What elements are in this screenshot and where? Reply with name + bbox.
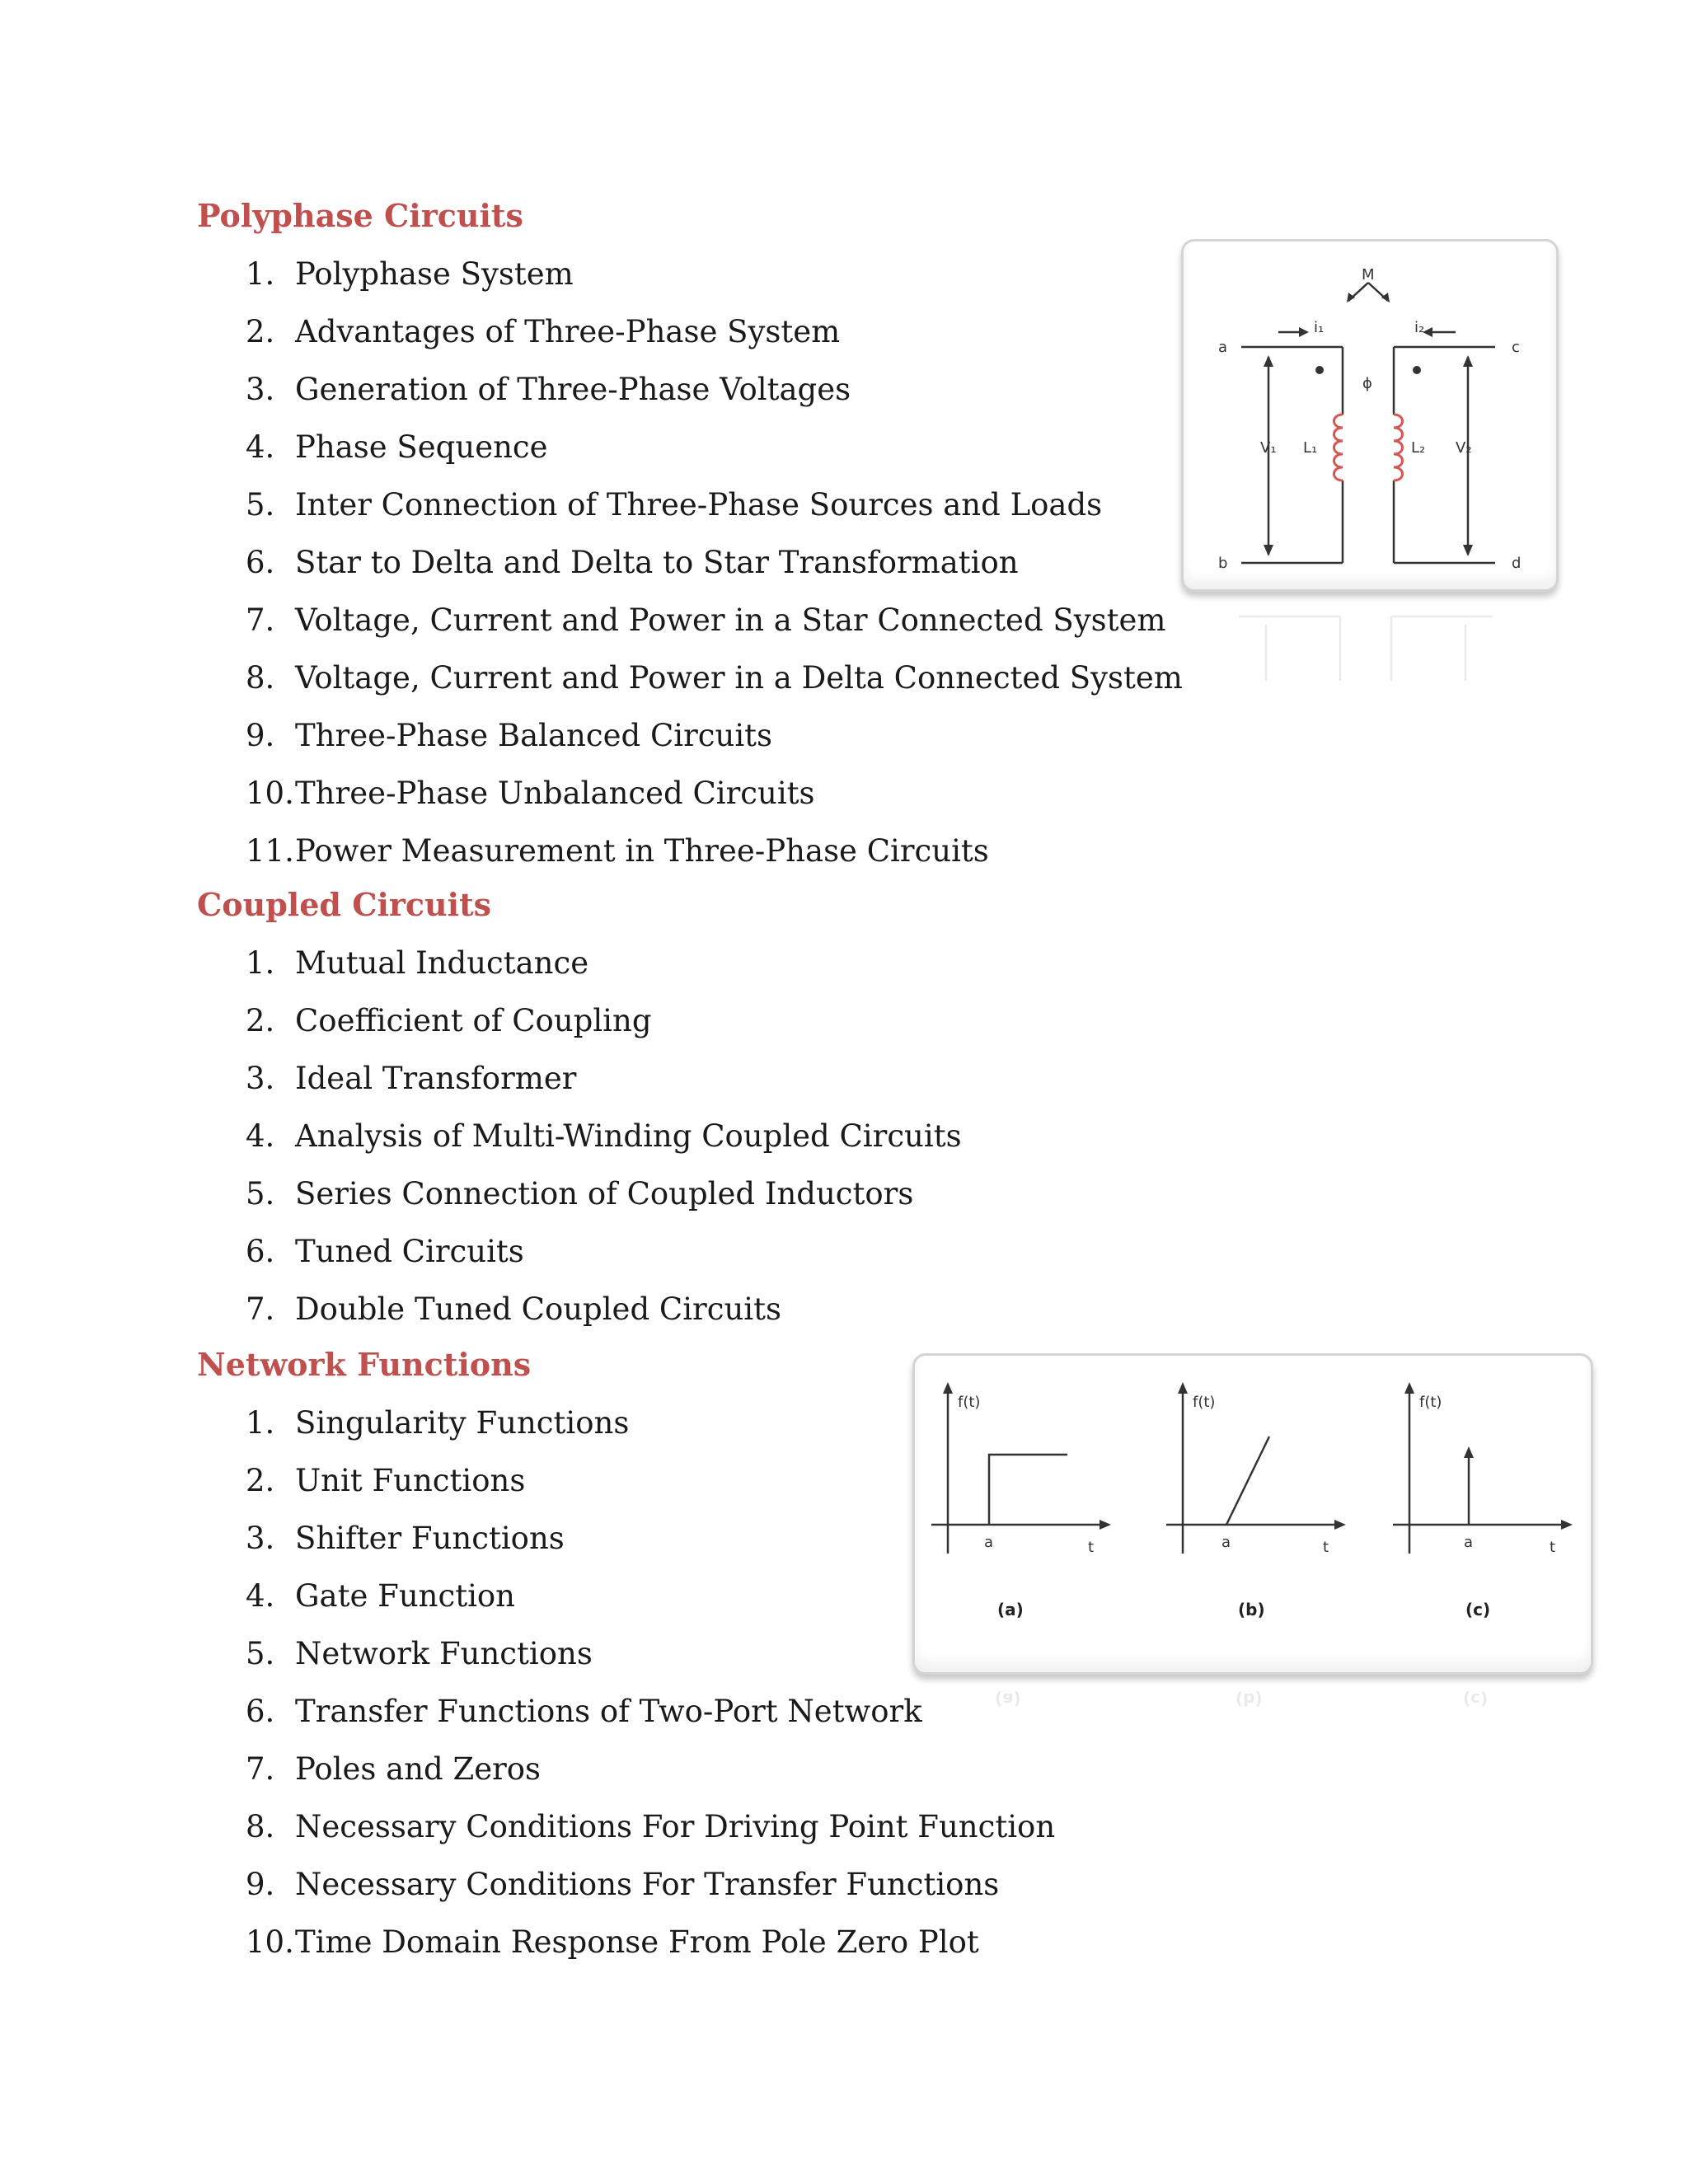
panel-c-tick-t: t bbox=[1550, 1539, 1556, 1556]
inductor-l1-coil bbox=[1334, 415, 1343, 480]
list-item-text: Generation of Three-Phase Voltages bbox=[295, 372, 851, 407]
panel-c-tick-a: a bbox=[1464, 1534, 1474, 1551]
label-flux: ϕ bbox=[1362, 375, 1372, 392]
list-item-text: Polyphase System bbox=[295, 256, 574, 292]
section-heading-polyphase: Polyphase Circuits bbox=[197, 197, 523, 234]
panel-b-tick-a: a bbox=[1221, 1534, 1231, 1551]
list-item-number: 5. bbox=[246, 1636, 275, 1671]
dot-marker-right bbox=[1413, 366, 1421, 374]
list-item-text: Phase Sequence bbox=[295, 429, 548, 465]
panel-c bbox=[1393, 1389, 1566, 1554]
list-item-number: 5. bbox=[246, 1176, 275, 1212]
list-item-text: Necessary Conditions For Transfer Functions bbox=[295, 1867, 1000, 1902]
list-item-text: Singularity Functions bbox=[295, 1405, 630, 1441]
panel-a-tick-t: t bbox=[1088, 1539, 1095, 1556]
label-terminal-b: b bbox=[1218, 555, 1228, 572]
panel-a-ylabel: f(t) bbox=[958, 1394, 981, 1411]
label-terminal-c: c bbox=[1512, 339, 1520, 356]
list-item-number: 3. bbox=[246, 1061, 275, 1096]
list-item-number: 2. bbox=[246, 1003, 275, 1038]
list-item-text: Time Domain Response From Pole Zero Plot bbox=[295, 1924, 979, 1960]
list-item-text: Gate Function bbox=[295, 1578, 516, 1614]
panel-a-caption: (a) bbox=[997, 1600, 1024, 1619]
inductor-l2-coil bbox=[1394, 415, 1403, 480]
list-item-text: Tuned Circuits bbox=[295, 1234, 524, 1269]
list-item-text: Power Measurement in Three-Phase Circuits bbox=[295, 833, 989, 869]
panel-b-tick-t: t bbox=[1323, 1539, 1329, 1556]
label-v1: V₁ bbox=[1260, 439, 1277, 457]
coupled-circuit-diagram bbox=[1184, 241, 1556, 589]
list-item-number: 3. bbox=[246, 372, 275, 407]
singularity-functions-graph bbox=[915, 1356, 1591, 1672]
list-item-number: 3. bbox=[246, 1521, 275, 1556]
list-item-text: Poles and Zeros bbox=[295, 1751, 542, 1787]
list-item-number: 2. bbox=[246, 1463, 275, 1498]
list-item-text: Coefficient of Coupling bbox=[295, 1003, 652, 1038]
label-i2: i₂ bbox=[1414, 319, 1425, 336]
list-item-number: 4. bbox=[246, 429, 275, 465]
svg-text:(b): (b) bbox=[1236, 1690, 1263, 1709]
label-l2: L₂ bbox=[1411, 439, 1426, 457]
reflection-graphic bbox=[912, 1673, 1588, 1764]
list-item-number: 7. bbox=[246, 1751, 275, 1787]
panel-c-ylabel: f(t) bbox=[1419, 1394, 1442, 1411]
list-item-number: 9. bbox=[246, 718, 275, 753]
list-item-number: 1. bbox=[246, 256, 275, 292]
list-item-text: Series Connection of Coupled Inductors bbox=[295, 1176, 914, 1212]
list-item-text: Necessary Conditions For Driving Point Function bbox=[295, 1809, 1056, 1844]
label-v2: V₂ bbox=[1456, 439, 1472, 457]
list-item-text: Ideal Transformer bbox=[295, 1061, 577, 1096]
list-item-text: Star to Delta and Delta to Star Transformation bbox=[295, 545, 1019, 580]
list-item-number: 10. bbox=[246, 776, 294, 811]
panel-b-ylabel: f(t) bbox=[1193, 1394, 1216, 1411]
svg-text:(c): (c) bbox=[1463, 1690, 1489, 1709]
panel-a bbox=[931, 1389, 1104, 1554]
list-item-text: Three-Phase Balanced Circuits bbox=[295, 718, 773, 753]
section-heading-coupled: Coupled Circuits bbox=[197, 886, 492, 923]
panel-b-caption: (b) bbox=[1238, 1600, 1265, 1619]
panel-a-tick-a: a bbox=[984, 1534, 994, 1551]
singularity-functions-figure bbox=[912, 1353, 1593, 1675]
label-l1: L₁ bbox=[1303, 439, 1318, 457]
list-item-number: 9. bbox=[246, 1867, 275, 1902]
list-item-number: 4. bbox=[246, 1578, 275, 1614]
list-item-text: Voltage, Current and Power in a Delta Connected System bbox=[295, 660, 1183, 696]
panel-b bbox=[1166, 1389, 1339, 1554]
list-item-text: Advantages of Three-Phase System bbox=[295, 314, 841, 349]
list-item-number: 6. bbox=[246, 1694, 275, 1729]
coupled-figure-reflection bbox=[1181, 590, 1554, 681]
list-item-text: Shifter Functions bbox=[295, 1521, 565, 1556]
list-item-number: 10. bbox=[246, 1924, 294, 1960]
list-item-text: Voltage, Current and Power in a Star Connected System bbox=[295, 602, 1166, 638]
label-i1: i₁ bbox=[1314, 319, 1325, 336]
list-item-text: Unit Functions bbox=[295, 1463, 526, 1498]
list-item-number: 1. bbox=[246, 1405, 275, 1441]
list-item-text: Three-Phase Unbalanced Circuits bbox=[295, 776, 815, 811]
list-item-text: Transfer Functions of Two-Port Network bbox=[295, 1694, 922, 1729]
list-item-text: Inter Connection of Three-Phase Sources and Loads bbox=[295, 487, 1103, 523]
panel-c-caption: (c) bbox=[1465, 1600, 1491, 1619]
list-item-number: 1. bbox=[246, 945, 275, 981]
list-item-number: 5. bbox=[246, 487, 275, 523]
list-item-number: 6. bbox=[246, 545, 275, 580]
dot-marker-left bbox=[1315, 366, 1324, 374]
list-item-number: 8. bbox=[246, 660, 275, 696]
list-item-number: 8. bbox=[246, 1809, 275, 1844]
coupled-circuit-figure bbox=[1181, 239, 1559, 592]
list-item-number: 7. bbox=[246, 1291, 275, 1327]
reflection-graphic bbox=[1181, 590, 1554, 681]
section-heading-network: Network Functions bbox=[197, 1346, 532, 1383]
label-terminal-d: d bbox=[1512, 555, 1522, 572]
list-item-number: 6. bbox=[246, 1234, 275, 1269]
list-item-number: 4. bbox=[246, 1118, 275, 1154]
list-item-number: 7. bbox=[246, 602, 275, 638]
list-item-number: 2. bbox=[246, 314, 275, 349]
list-item-number: 11. bbox=[246, 833, 294, 869]
list-item-text: Mutual Inductance bbox=[295, 945, 589, 981]
svg-text:(a): (a) bbox=[995, 1690, 1021, 1709]
list-item-text: Network Functions bbox=[295, 1636, 593, 1671]
functions-figure-reflection bbox=[912, 1673, 1588, 1764]
label-mutual: M bbox=[1362, 266, 1375, 284]
label-terminal-a: a bbox=[1218, 339, 1228, 356]
list-item-text: Double Tuned Coupled Circuits bbox=[295, 1291, 781, 1327]
list-item-text: Analysis of Multi-Winding Coupled Circuits bbox=[295, 1118, 962, 1154]
